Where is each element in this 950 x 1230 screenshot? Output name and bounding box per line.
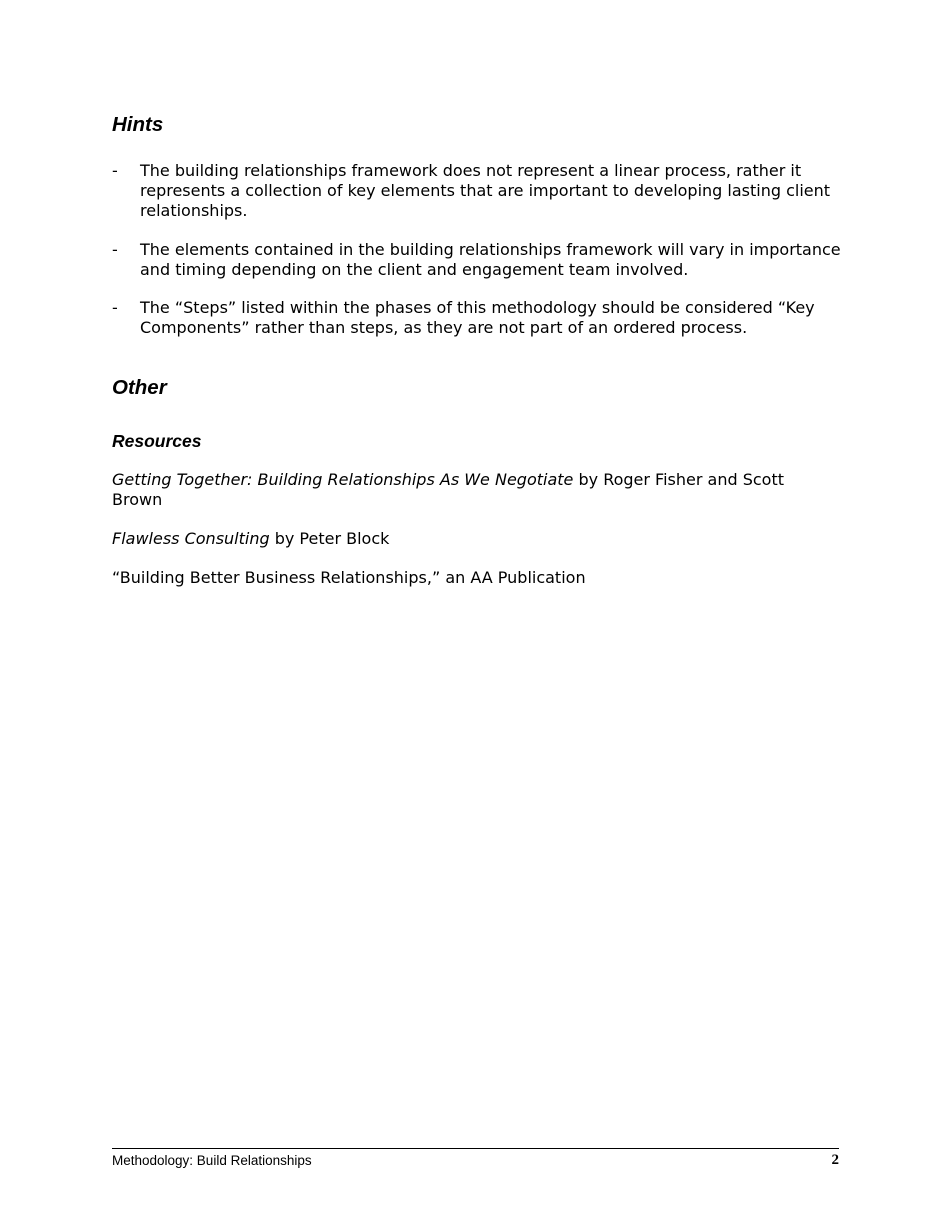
bullet-dash: -	[112, 240, 118, 259]
hint-text: The “Steps” listed within the phases of this methodology should be considered “Key Components” rather than steps, as they are not part of an ordered process.	[140, 298, 815, 337]
resource-item	[112, 529, 839, 549]
resource-author: by Roger Fisher and Scott Brown	[112, 470, 784, 509]
hint-text: The elements contained in the building relationships framework will vary in importance and timing depending on the client and engagement team involved.	[140, 240, 841, 279]
hint-text: The building relationships framework does not represent a linear process, rather it represents a collection of key elements that are important to developing lasting client relationships.	[140, 161, 831, 220]
document-page	[112, 0, 839, 1230]
footer-title: Methodology: Build Relationships	[112, 1153, 312, 1168]
resource-item	[112, 470, 839, 510]
bullet-dash: -	[112, 298, 118, 317]
bullet-dash: -	[112, 161, 118, 180]
resource-title: Getting Together: Building Relationships As We Negotiate	[112, 470, 574, 489]
resources-subheading: Resources	[112, 431, 202, 451]
resource-item	[112, 568, 839, 588]
other-heading: Other	[112, 376, 167, 399]
hints-heading: Hints	[112, 113, 164, 136]
resource-author: by Peter Block	[269, 529, 390, 548]
resource-citation: “Building Better Business Relationships,” an AA Publication	[112, 568, 586, 587]
footer-divider	[112, 1148, 839, 1149]
page-number: 2	[831, 1152, 839, 1168]
resource-title: Flawless Consulting	[112, 529, 270, 548]
